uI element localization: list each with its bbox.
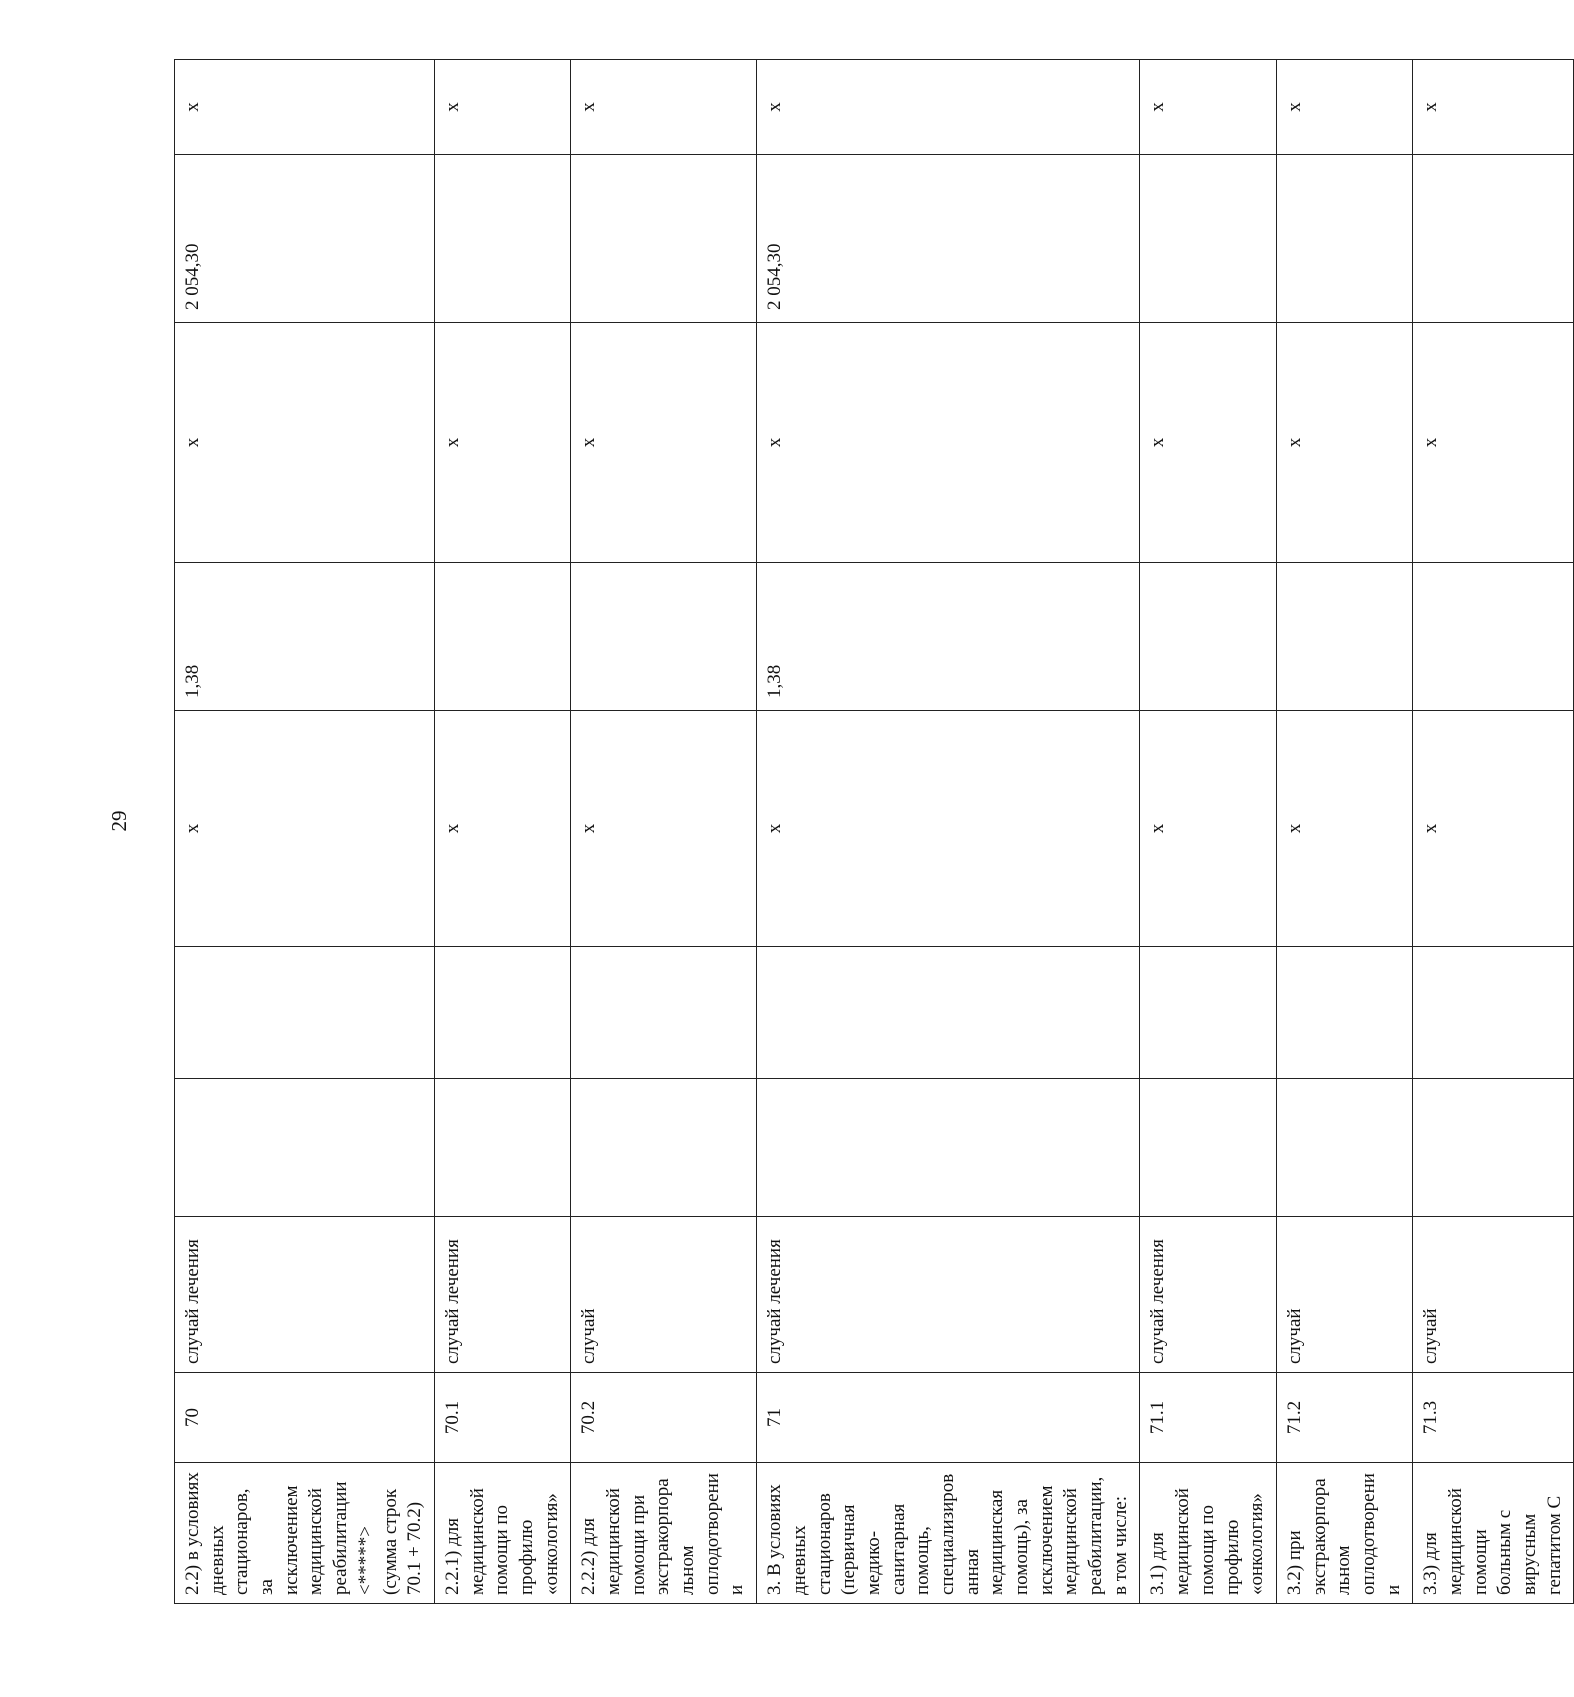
cell-row-number: 70 — [175, 1373, 435, 1463]
cell-col10: х — [175, 60, 435, 155]
table-row — [757, 60, 1140, 1604]
cell-name: 2.2) в условиях дневных стационаров, за исключением медицинской реабилитации <*****> (сумма строк 70.1 + 70.2) — [175, 1463, 435, 1604]
cell-col4 — [434, 1079, 570, 1217]
cell-col5 — [1276, 947, 1412, 1079]
cell-col6: х — [434, 711, 570, 947]
cell-unit: случай лечения — [1140, 1217, 1276, 1373]
cell-col9: 2 054,30 — [757, 155, 1140, 323]
cell-name: 3.3) для медицинской помощи больным с вирусным гепатитом С — [1413, 1463, 1574, 1604]
cell-col7: 1,38 — [175, 563, 435, 711]
cell-col9 — [1413, 155, 1574, 323]
cell-col6: х — [1140, 711, 1276, 947]
cell-col4 — [1413, 1079, 1574, 1217]
cell-unit: случай лечения — [175, 1217, 435, 1373]
cell-row-number: 71.1 — [1140, 1373, 1276, 1463]
cell-col6: х — [175, 711, 435, 947]
cell-col5 — [434, 947, 570, 1079]
cell-col7 — [434, 563, 570, 711]
cell-col6: х — [1276, 711, 1412, 947]
table-container — [174, 60, 1565, 1604]
cell-col4 — [571, 1079, 757, 1217]
cell-col7 — [1276, 563, 1412, 711]
table-row — [175, 60, 435, 1604]
cell-col5 — [1140, 947, 1276, 1079]
cell-col10: х — [571, 60, 757, 155]
cell-col9 — [1140, 155, 1276, 323]
cell-col10: х — [434, 60, 570, 155]
cell-col4 — [1140, 1079, 1276, 1217]
cell-col9: 2 054,30 — [175, 155, 435, 323]
cell-unit: случай лечения — [434, 1217, 570, 1373]
page-number: 29 — [107, 810, 131, 832]
cell-col8: х — [175, 323, 435, 563]
table-row — [1140, 60, 1276, 1604]
cell-unit: случай — [1413, 1217, 1574, 1373]
cell-col8: х — [434, 323, 570, 563]
cell-row-number: 71.2 — [1276, 1373, 1412, 1463]
cell-col8: х — [757, 323, 1140, 563]
cell-col8: х — [1140, 323, 1276, 563]
cell-col10: х — [1276, 60, 1412, 155]
cell-col7 — [571, 563, 757, 711]
cell-col4 — [175, 1079, 435, 1217]
cell-col9 — [1276, 155, 1412, 323]
cell-name: 2.2.1) для медицинской помощи по профилю «онкология» — [434, 1463, 570, 1604]
cell-row-number: 71.3 — [1413, 1373, 1574, 1463]
cell-col7: 1,38 — [757, 563, 1140, 711]
cell-unit: случай — [571, 1217, 757, 1373]
cell-col6: х — [571, 711, 757, 947]
cell-col6: х — [1413, 711, 1574, 947]
table-row — [1413, 60, 1574, 1604]
cell-col7 — [1140, 563, 1276, 711]
cell-col9 — [434, 155, 570, 323]
cell-col5 — [757, 947, 1140, 1079]
cell-col10: х — [1140, 60, 1276, 155]
cell-unit: случай лечения — [757, 1217, 1140, 1373]
cell-row-number: 71 — [757, 1373, 1140, 1463]
cell-row-number: 70.2 — [571, 1373, 757, 1463]
table-row — [434, 60, 570, 1604]
cell-col6: х — [757, 711, 1140, 947]
cell-col9 — [571, 155, 757, 323]
cell-col8: х — [571, 323, 757, 563]
cell-col10: х — [757, 60, 1140, 155]
cell-col8: х — [1276, 323, 1412, 563]
cell-row-number: 70.1 — [434, 1373, 570, 1463]
cell-name: 3.1) для медицинской помощи по профилю «онкология» — [1140, 1463, 1276, 1604]
cell-name: 3.2) при экстракорпоральном оплодотворении — [1276, 1463, 1412, 1604]
cell-col4 — [757, 1079, 1140, 1217]
cell-name: 3. В условиях дневных стационаров (первичная медико-санитарная помощь, специализированная медицинская помощь), за исключением медицинской реабилитации, в том числе: — [757, 1463, 1140, 1604]
cell-unit: случай — [1276, 1217, 1412, 1373]
cell-name: 2.2.2) для медицинской помощи при экстракорпоральном оплодотворении — [571, 1463, 757, 1604]
data-table — [174, 59, 1574, 1604]
table-row — [571, 60, 757, 1604]
cell-col10: х — [1413, 60, 1574, 155]
cell-col7 — [1413, 563, 1574, 711]
cell-col4 — [1276, 1079, 1412, 1217]
cell-col5 — [1413, 947, 1574, 1079]
table-row — [1276, 60, 1412, 1604]
cell-col8: х — [1413, 323, 1574, 563]
cell-col5 — [571, 947, 757, 1079]
cell-col5 — [175, 947, 435, 1079]
